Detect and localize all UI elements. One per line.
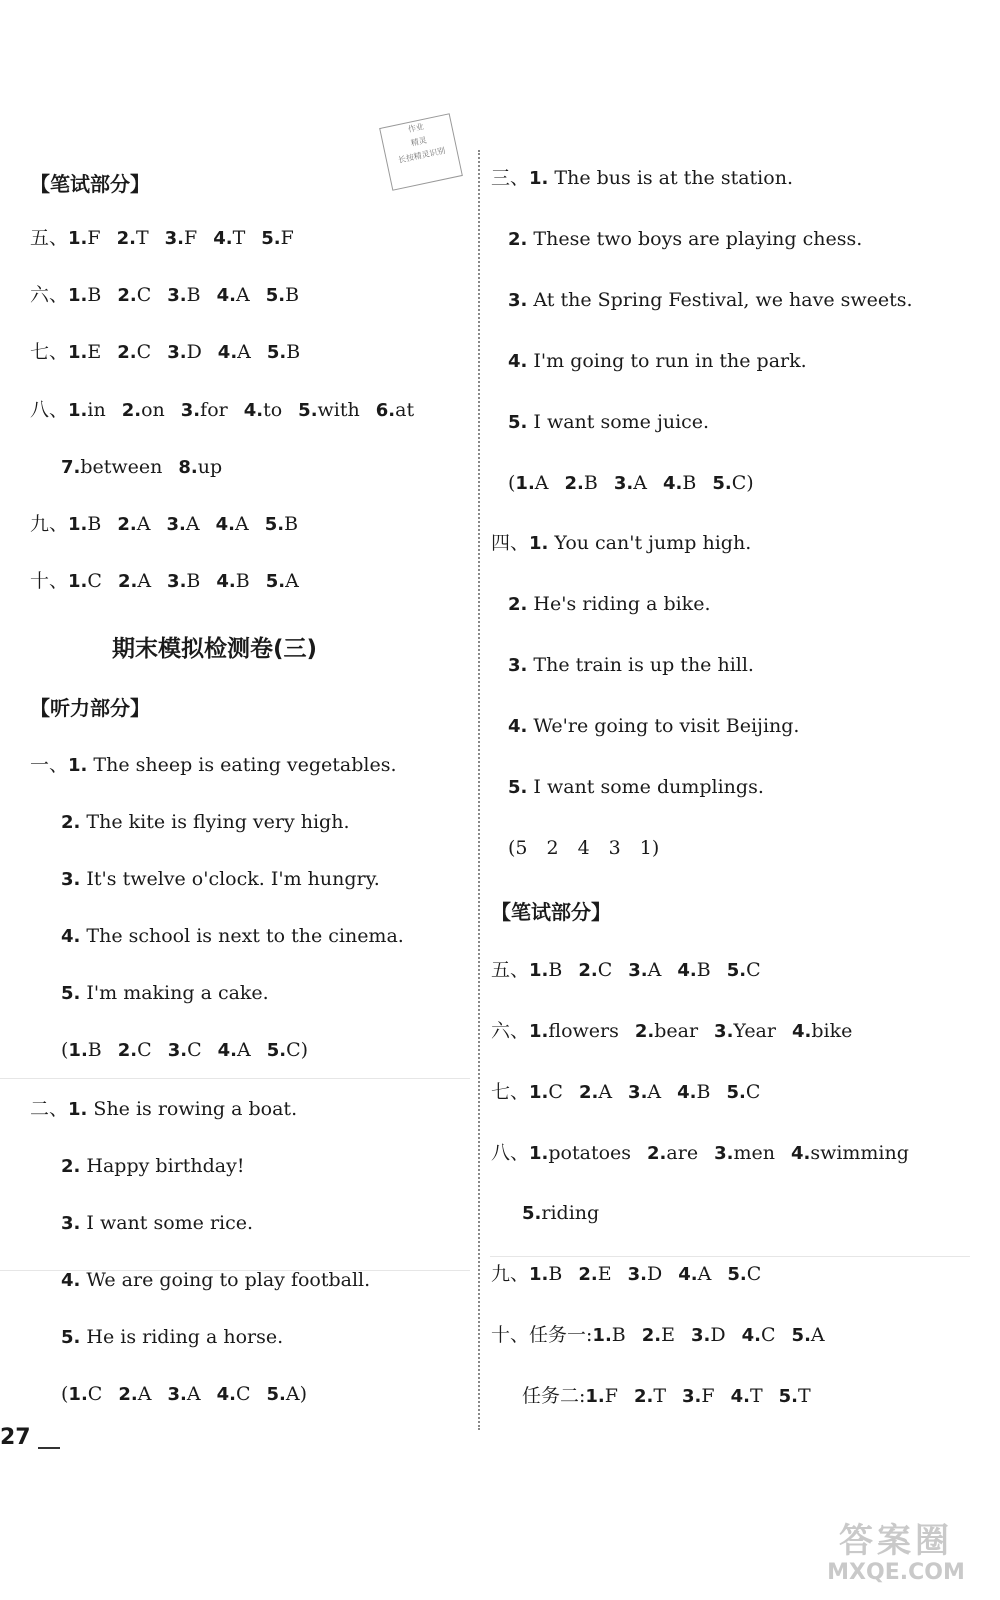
sentence-text: He's riding a bike. [527,593,711,615]
order-answer: (5 2 4 3 1) [508,837,660,859]
item-number: 3. [61,869,81,890]
item-number: 5. [778,1386,799,1407]
watermark-logo: 答案圈 MXQE.COM [827,1521,965,1585]
paren-open: ( [61,1039,69,1061]
question-label: 五、 [491,959,530,981]
item-number: 1. [585,1386,605,1407]
item-number: 4. [662,473,683,494]
item-answer: B [611,1324,626,1346]
item-answer: F [184,227,198,249]
item-answer: at [395,399,415,421]
sentence-text: The train is up the hill. [527,654,754,676]
item-answer: A [647,959,662,981]
item-number: 1. [68,285,88,306]
item-number: 4. [730,1386,750,1407]
item-number: 2. [641,1325,662,1346]
sentence-text: I'm going to run in the park. [527,350,807,372]
item-number: 1. [68,1040,88,1061]
item-number: 2. [508,229,528,250]
item-number: 4. [677,1082,697,1103]
answer-row-r8b [522,1200,615,1227]
item-answer: A [285,570,299,592]
item-number: 5. [266,1040,287,1061]
item-number: 3. [508,290,528,311]
item-answer: F [87,227,101,249]
item-number: 3. [167,1040,188,1061]
item-number: 1. [529,168,549,189]
question-label: 五、 [30,227,69,249]
item-answer: C [187,1039,202,1061]
item-number: 1. [529,1264,549,1285]
item-number: 5. [727,1264,747,1285]
item-answer: men [733,1142,775,1164]
item-answer: C [548,1081,563,1103]
item-answer: C [731,472,747,494]
scan-line [490,1256,970,1257]
sentence-line [508,652,754,679]
item-number: 3. [628,960,648,981]
item-number: 1. [529,533,549,554]
item-number: 8. [178,457,198,478]
item-answer: riding [541,1202,600,1224]
item-answer: B [284,513,299,535]
item-answer: E [597,1263,612,1285]
item-number: 2. [61,1156,81,1177]
item-number: 2. [117,285,137,306]
answer-row-9 [30,511,314,538]
item-number: 4. [677,960,697,981]
item-answer: for [200,399,228,421]
item-number: 5. [522,1203,542,1224]
item-number: 5. [508,777,528,798]
item-answer: with [317,399,360,421]
item-answer: T [798,1385,811,1407]
section-heading-written: 【笔试部分】 [30,172,150,196]
answer-row-10 [30,568,315,595]
item-answer: C [597,959,613,981]
item-number: 3. [180,400,201,421]
item-answer: B [186,284,201,306]
column-divider [478,150,480,1430]
item-answer: A [234,513,249,535]
item-number: 5. [264,514,285,535]
item-number: 5. [265,571,286,592]
item-answer: F [701,1385,715,1407]
sentence-line [61,866,380,893]
item-number: 2. [116,228,136,249]
item-number: 2. [633,1386,654,1407]
item-number: 1. [529,1143,549,1164]
item-answer: C [137,1039,152,1061]
item-answer: B [87,284,102,306]
answer-row-8a [30,397,430,424]
answer-row-r8a [491,1140,925,1167]
item-number: 3. [682,1386,702,1407]
paren-open: ( [508,472,516,494]
sentence-text: The school is next to the cinema. [80,925,404,947]
item-number: 3. [164,228,185,249]
item-number: 4. [741,1325,761,1346]
item-answer: B [548,1263,563,1285]
page-number: 27 [0,1425,31,1450]
item-answer: B [286,341,301,363]
item-answer: A [136,513,151,535]
sentence-line [61,923,404,950]
item-number: 2. [118,1384,138,1405]
question-label: 七、 [491,1081,530,1103]
answer-key-line [508,835,659,861]
item-answer: B [682,472,697,494]
sentence-text: I'm making a cake. [80,982,269,1004]
item-answer: A [598,1081,613,1103]
sentence-line [61,1210,253,1237]
item-number: 3. [714,1143,734,1164]
item-answer: swimming [810,1142,909,1164]
item-answer: A [633,472,647,494]
item-answer: between [80,456,163,478]
question-label: 九、 [491,1263,530,1285]
item-answer: B [696,959,711,981]
item-number: 4. [61,1270,81,1291]
item-number: 1. [68,1384,88,1405]
sentence-text: I want some dumplings. [527,776,764,798]
item-number: 1. [68,755,88,776]
item-number: 1. [515,473,535,494]
item-number: 5. [265,285,286,306]
item-number: 3. [167,285,187,306]
item-number: 3. [628,1082,648,1103]
item-number: 3. [61,1213,81,1234]
item-number: 7. [61,457,81,478]
item-number: 2. [121,400,142,421]
item-answer: on [141,399,165,421]
item-answer: A [236,1039,251,1061]
item-answer: A [137,570,152,592]
question-label: 三、 [491,167,530,189]
sentence-line [30,752,397,779]
sentence-text: He is riding a horse. [80,1326,284,1348]
question-label: 十、 [30,570,69,592]
item-answer: C [136,284,152,306]
item-answer: B [87,513,102,535]
item-number: 5. [61,983,81,1004]
item-number: 4. [61,926,81,947]
sentence-line [61,1153,244,1180]
answer-row-8b [61,454,238,481]
item-number: 4. [791,1021,812,1042]
scan-line [0,1078,470,1079]
question-label: 四、 [491,532,530,554]
sentence-line [61,980,269,1007]
answer-row-7 [30,339,316,366]
item-number: 5. [726,960,747,981]
item-number: 5. [726,1082,746,1103]
item-number: 3. [613,473,634,494]
item-answer: B [285,284,300,306]
sentence-line [508,226,862,253]
item-number: 1. [68,514,88,535]
item-answer: bear [654,1020,699,1042]
sentence-text: The sheep is eating vegetables. [87,754,397,776]
item-answer: D [186,341,202,363]
item-answer: A [237,341,251,363]
sentence-line [491,165,793,192]
item-number: 1. [68,342,88,363]
item-number: 1. [529,960,549,981]
item-answer: B [548,959,563,981]
paren-open: ( [61,1383,69,1405]
answer-row-r6 [491,1018,868,1045]
sentence-line [30,1096,297,1123]
item-number: 2. [634,1021,655,1042]
item-answer: C [235,1383,251,1405]
item-number: 3. [167,571,187,592]
item-answer: C [761,1324,776,1346]
sentence-line [61,809,350,836]
sentence-line [61,1267,370,1294]
answer-key-line [61,1381,307,1408]
item-number: 4. [790,1143,811,1164]
sentence-text: I want some rice. [80,1212,254,1234]
answer-row-6 [30,282,315,309]
item-answer: A [534,472,549,494]
item-number: 5. [261,228,281,249]
sentence-line [491,530,751,557]
item-answer: to [263,399,283,421]
item-number: 5. [61,1327,81,1348]
question-label: 六、 [30,284,69,306]
sentence-line [508,287,913,314]
answer-row-r9 [491,1261,777,1288]
item-answer: F [280,227,294,249]
item-number: 4. [508,351,528,372]
sentence-text: These two boys are playing chess. [527,228,863,250]
item-number: 5. [791,1325,811,1346]
item-number: 4. [216,285,236,306]
item-number: 2. [578,1264,598,1285]
item-number: 2. [117,342,137,363]
question-label: 七、 [30,341,69,363]
item-number: 2. [508,594,528,615]
item-number: 6. [375,400,396,421]
item-number: 2. [578,960,598,981]
sentence-line [508,713,799,740]
item-number: 4. [217,342,238,363]
item-answer: A [185,513,200,535]
sentence-line [508,591,710,618]
question-label: 一、 [30,754,69,776]
item-number: 1. [529,1021,549,1042]
sentence-text: We are going to play football. [80,1269,371,1291]
item-answer: A [236,284,250,306]
item-number: 3. [508,655,528,676]
item-number: 1. [68,228,88,249]
item-answer: B [583,472,598,494]
item-answer: in [87,399,106,421]
answer-key-line [61,1037,308,1064]
sentence-text: She is rowing a boat. [87,1098,298,1120]
item-number: 2. [647,1143,667,1164]
item-number: 2. [564,473,584,494]
item-answer: C [136,341,152,363]
item-number: 4. [508,716,528,737]
item-answer: flowers [548,1020,619,1042]
item-answer: D [646,1263,663,1285]
item-number: 3. [166,514,186,535]
item-answer: C [87,1383,103,1405]
item-answer: T [232,227,246,249]
item-number: 4. [678,1264,698,1285]
item-number: 4. [216,1384,236,1405]
sentence-line [508,774,764,801]
item-number: 4. [215,514,235,535]
sentence-text: It's twelve o'clock. I'm hungry. [80,868,380,890]
item-answer: potatoes [548,1142,632,1164]
sentence-text: The bus is at the station. [548,167,793,189]
item-number: 4. [216,571,236,592]
item-number: 5. [298,400,318,421]
task-label: 任务一: [529,1324,593,1346]
item-answer: C [745,1081,761,1103]
answer-row-r5 [491,957,777,984]
item-number: 5. [712,473,732,494]
page-number-rule [38,1447,60,1449]
item-answer: C [87,570,102,592]
question-label: 十、 [491,1324,530,1346]
item-number: 1. [68,1099,88,1120]
paren-close: ) [300,1039,309,1061]
item-answer: T [749,1385,763,1407]
question-label: 六、 [491,1020,530,1042]
question-label: 八、 [491,1142,530,1164]
question-label: 二、 [30,1098,69,1120]
item-number: 4. [243,400,264,421]
item-number: 3. [627,1264,647,1285]
item-number: 3. [167,1384,187,1405]
item-number: 2. [578,1082,599,1103]
item-number: 5. [266,342,287,363]
item-answer: B [87,1039,102,1061]
item-answer: F [604,1385,618,1407]
item-answer: T [135,227,149,249]
answer-row-r10b [522,1383,827,1410]
item-number: 5. [266,1384,286,1405]
item-number: 3. [714,1021,734,1042]
item-answer: T [653,1385,667,1407]
item-answer: A [285,1383,300,1405]
item-number: 2. [117,1040,138,1061]
item-answer: B [696,1081,711,1103]
answer-row-5 [30,225,310,252]
item-number: 1. [529,1082,549,1103]
item-answer: A [810,1324,825,1346]
sentence-line [61,1324,283,1351]
question-label: 九、 [30,513,69,535]
item-answer: A [186,1383,201,1405]
item-number: 2. [117,571,138,592]
task-label: 任务二: [522,1385,586,1407]
item-answer: E [87,341,102,363]
item-answer: B [186,570,201,592]
item-answer: A [697,1263,712,1285]
sentence-text: The kite is flying very high. [80,811,350,833]
exam-title: 期末模拟检测卷(三) [112,636,318,662]
sentence-text: At the Spring Festival, we have sweets. [527,289,913,311]
item-number: 4. [217,1040,237,1061]
item-answer: B [235,570,250,592]
answer-row-r7 [491,1079,776,1106]
paren-close: ) [746,472,754,494]
item-answer: up [197,456,223,478]
section-heading-written-right: 【笔试部分】 [491,900,611,924]
item-answer: are [666,1142,699,1164]
section-heading-listening: 【听力部分】 [30,696,150,720]
item-answer: D [710,1324,726,1346]
item-number: 1. [592,1325,612,1346]
sentence-text: You can't jump high. [548,532,752,554]
item-number: 3. [167,342,187,363]
item-answer: Year [733,1020,776,1042]
item-answer: C [746,1263,762,1285]
item-number: 1. [68,571,88,592]
item-answer: C [746,959,761,981]
item-answer: C [286,1039,301,1061]
sentence-text: Happy birthday! [80,1155,245,1177]
item-number: 2. [117,514,137,535]
stamp-logo: 作业 精灵 长按精灵识别 [379,113,463,191]
paren-close: ) [299,1383,308,1405]
item-number: 5. [508,412,528,433]
question-label: 八、 [30,399,69,421]
answer-key-line [508,470,754,497]
item-answer: A [137,1383,152,1405]
item-answer: bike [811,1020,853,1042]
sentence-text: I want some juice. [527,411,710,433]
sentence-line [508,348,807,375]
item-answer: A [647,1081,662,1103]
item-number: 2. [61,812,81,833]
item-number: 4. [213,228,233,249]
item-number: 3. [691,1325,711,1346]
answer-row-r10a [491,1322,841,1349]
sentence-line [508,409,709,436]
item-answer: E [661,1324,676,1346]
sentence-text: We're going to visit Beijing. [527,715,800,737]
item-number: 1. [68,400,88,421]
